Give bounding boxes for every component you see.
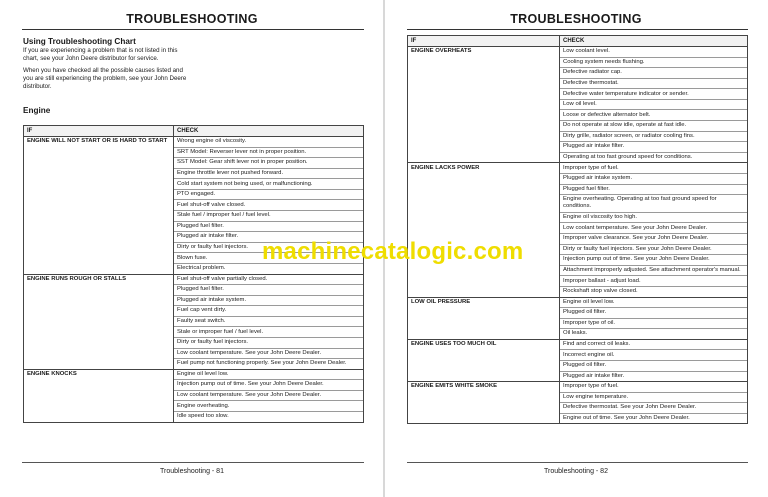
check-item: Low coolant temperature. See your John Deere Dealer. (174, 391, 363, 402)
check-item: Dirty or faulty fuel injectors. See your John Deere Dealer. (560, 245, 747, 256)
check-item: Engine throttle lever not pushed forward. (174, 169, 363, 180)
title-divider (407, 29, 748, 30)
title-divider (22, 29, 364, 30)
check-item: Faulty seat switch. (174, 317, 363, 328)
check-item: Idle speed too slow. (177, 413, 229, 420)
check-item: Attachment improperly adjusted. See attachment operator's manual. (560, 266, 747, 277)
check-item: Low coolant temperature. See your John Deere Dealer. (560, 223, 747, 234)
check-cell (174, 369, 364, 422)
check-item: Engine overheating. (174, 401, 363, 412)
table-row (24, 369, 364, 422)
check-item: Defective thermostat. See your John Deere Dealer. (560, 403, 747, 414)
check-item: Plugged oil filter. (560, 308, 747, 319)
check-item: Improper valve clearance. See your John Deere Dealer. (560, 234, 747, 245)
intro-paragraph: If you are experiencing a problem that is not listed in this chart, see your John Deere distributor for service. (23, 47, 178, 62)
page-footer: Troubleshooting - 82 (544, 468, 608, 475)
check-item: Plugged air intake filter. (563, 372, 625, 379)
check-cell (560, 47, 748, 163)
footer-divider (407, 462, 748, 463)
condition-cell: ENGINE OVERHEATS (408, 47, 560, 163)
check-item: Fuel pump not functioning properly. See your John Deere Dealer. (177, 360, 347, 367)
check-item: Dirty or faulty fuel injectors. (174, 243, 363, 254)
intro-paragraph: When you have checked all the possible causes listed and you are still experiencing the problem, see your John Deere distributor. (23, 67, 187, 90)
check-item: Improper type of fuel. (560, 163, 747, 174)
check-item: Operating at too fast ground speed for conditions. (563, 153, 693, 160)
check-item: Rockshaft stop valve closed. (563, 288, 638, 295)
check-cell (560, 339, 748, 381)
check-item: Defective radiator cap. (560, 68, 747, 79)
check-item: Low coolant temperature. See your John Deere Dealer. (174, 349, 363, 360)
check-item: Improper type of fuel. (560, 382, 747, 393)
intro-heading: Using Troubleshooting Chart (23, 37, 136, 46)
check-item: Plugged fuel filter. (174, 222, 363, 233)
check-item: Plugged air intake system. (174, 296, 363, 307)
check-item: Injection pump out of time. See your John Deere Dealer. (560, 255, 747, 266)
check-cell (174, 274, 364, 369)
table-row (408, 47, 748, 163)
table-row (408, 339, 748, 381)
check-item: Defective thermostat. (560, 79, 747, 90)
section-heading-engine: Engine (23, 106, 51, 115)
column-header-if: IF (408, 36, 560, 47)
check-item: Low oil level. (560, 100, 747, 111)
page-title: TROUBLESHOOTING (126, 12, 258, 26)
check-item: Oil leaks. (563, 330, 588, 337)
check-item: Engine oil viscosity too high. (560, 213, 747, 224)
check-item: Blown fuse. (174, 253, 363, 264)
check-item: Plugged oil filter. (560, 361, 747, 372)
check-item: Dirty or faulty fuel injectors. (174, 338, 363, 349)
check-item: SRT Model: Reverser lever not in proper position. (174, 148, 363, 159)
check-item: Dirty grille, radiator screen, or radiator cooling fins. (560, 132, 747, 143)
check-cell (560, 382, 748, 424)
condition-cell: ENGINE WILL NOT START OR IS HARD TO START (24, 137, 174, 275)
watermark: machinecatalogic.com (262, 238, 524, 265)
check-item: Find and correct oil leaks. (560, 340, 747, 351)
check-item: Stale or improper fuel / fuel level. (174, 327, 363, 338)
check-item: Improper type of oil. (560, 319, 747, 330)
check-item: Cooling system needs flushing. (560, 58, 747, 69)
check-item: Defective water temperature indicator or sender. (560, 89, 747, 100)
condition-cell: LOW OIL PRESSURE (408, 297, 560, 339)
column-header-check: CHECK (560, 36, 748, 47)
check-item: Low coolant level. (560, 47, 747, 58)
check-item: Cold start system not being used, or malfunctioning. (174, 179, 363, 190)
table-row (408, 297, 748, 339)
check-cell (560, 163, 748, 297)
check-item: Incorrect engine oil. (560, 350, 747, 361)
check-item: Plugged fuel filter. (174, 285, 363, 296)
check-item: Engine overheating. Operating at too fast ground speed for conditions. (560, 195, 747, 213)
check-item: Electrical problem. (177, 265, 226, 272)
check-item: SST Model: Gear shift lever not in proper position. (174, 158, 363, 169)
page-footer: Troubleshooting - 81 (160, 468, 224, 475)
check-item: Plugged air intake system. (560, 174, 747, 185)
page-title: TROUBLESHOOTING (510, 12, 642, 26)
condition-cell: ENGINE USES TOO MUCH OIL (408, 339, 560, 381)
check-item: Do not operate at slow idle, operate at fast idle. (560, 121, 747, 132)
check-item: Fuel shut-off valve partially closed. (174, 275, 363, 286)
check-item: Engine oil level low. (560, 298, 747, 309)
check-item: PTO engaged. (174, 190, 363, 201)
check-item: Engine oil level low. (174, 370, 363, 381)
check-item: Low engine temperature. (560, 393, 747, 404)
check-item: Injection pump out of time. See your John Deere Dealer. (174, 380, 363, 391)
column-header-check: CHECK (174, 126, 364, 137)
condition-cell: ENGINE LACKS POWER (408, 163, 560, 297)
check-item: Stale fuel / improper fuel / fuel level. (174, 211, 363, 222)
troubleshooting-table (23, 125, 364, 423)
check-item: Fuel shut-off valve closed. (174, 200, 363, 211)
check-item: Plugged air intake filter. (560, 142, 747, 153)
check-item: Plugged fuel filter. (560, 185, 747, 196)
table-row (408, 163, 748, 297)
check-item: Fuel cap vent dirty. (174, 306, 363, 317)
check-cell (560, 297, 748, 339)
table-row (24, 274, 364, 369)
check-item: Improper ballast - adjust load. (560, 276, 747, 287)
footer-divider (22, 462, 364, 463)
condition-cell: ENGINE RUNS ROUGH OR STALLS (24, 274, 174, 369)
table-row (408, 382, 748, 424)
check-item: Loose or defective alternator belt. (560, 110, 747, 121)
check-item: Wrong engine oil viscosity. (174, 137, 363, 148)
troubleshooting-table (407, 35, 748, 424)
condition-cell: ENGINE KNOCKS (24, 369, 174, 422)
check-item: Plugged air intake filter. (174, 232, 363, 243)
check-item: Engine out of time. See your John Deere Dealer. (563, 415, 690, 422)
condition-cell: ENGINE EMITS WHITE SMOKE (408, 382, 560, 424)
column-header-if: IF (24, 126, 174, 137)
